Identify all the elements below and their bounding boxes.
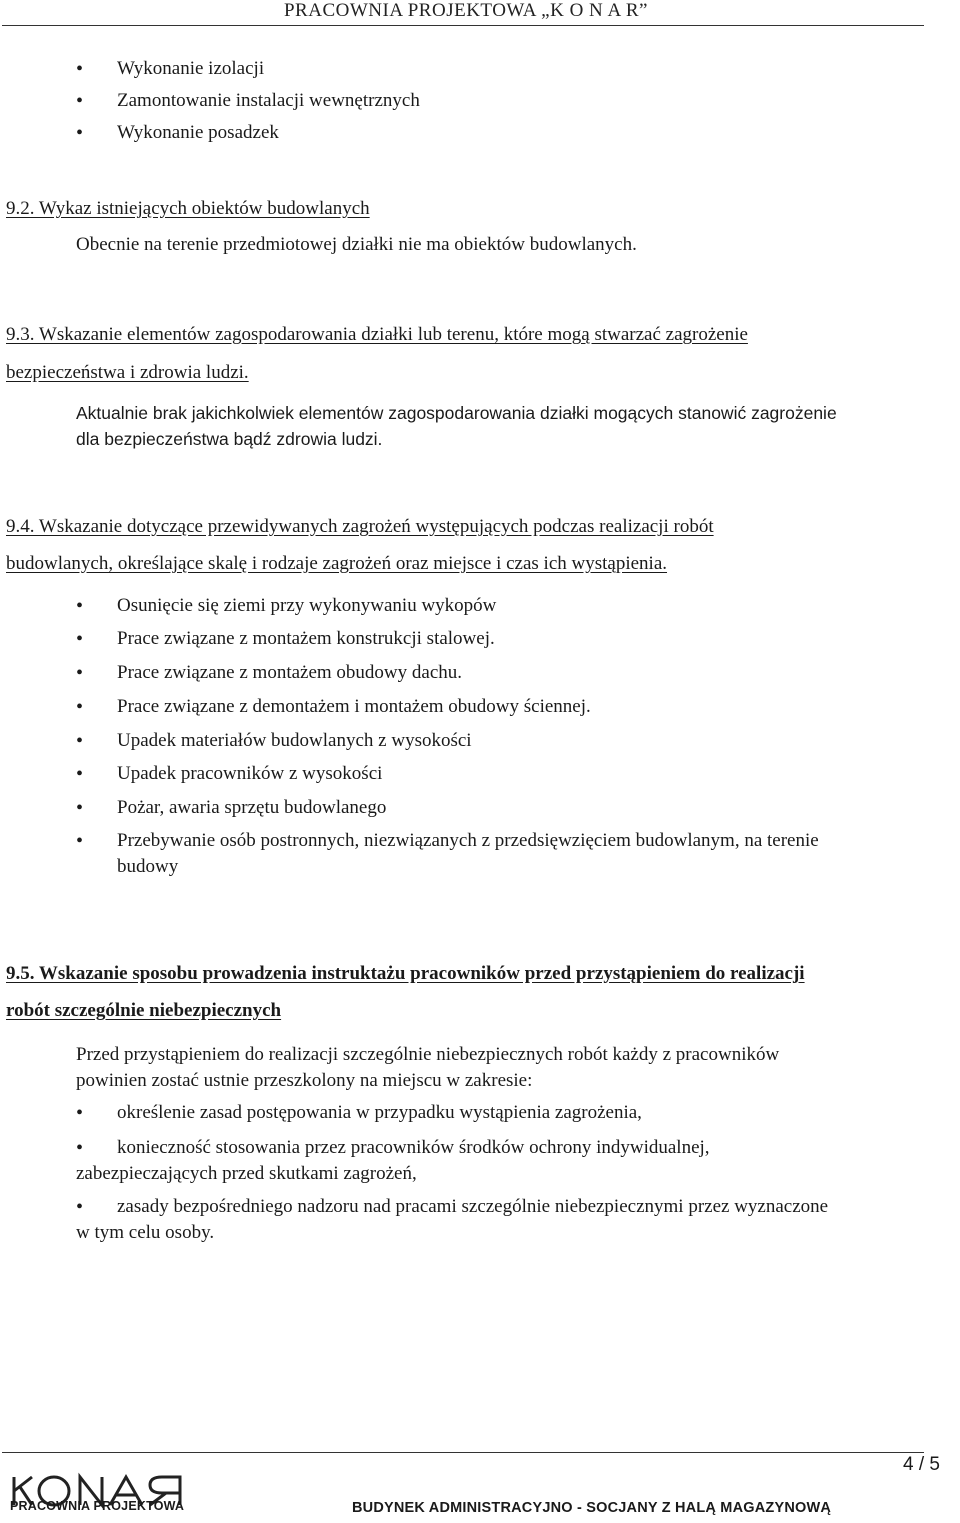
list-item-continuation: w tym celu osoby. [76,1222,215,1243]
section-9-5-heading-line1: 9.5. Wskazanie sposobu prowadzenia instruktażu pracowników przed przystąpieniem do realizacji [6,963,805,984]
section-9-3-text-line1: Aktualnie brak jakichkolwiek elementów zagospodarowania działki mogących stanowić zagrożenie [76,403,837,423]
section-9-5-heading-line2: robót szczególnie niebezpiecznych [6,1000,282,1021]
page-number: 4 / 5 [903,1454,940,1475]
section-9-3-heading-line2: bezpieczeństwa i zdrowia ludzi. [6,362,249,383]
section-9-3-text-line2: dla bezpieczeństwa bądź zdrowia ludzi. [76,429,383,449]
section-9-5-intro-line2: powinien zostać ustnie przeszkolony na miejscu w zakresie: [76,1070,533,1091]
section-9-4-heading-line2: budowlanych, określające skalę i rodzaje zagrożeń oraz miejsce i czas ich wystąpienia. [6,553,668,574]
section-9-2-heading: 9.2. Wykaz istniejących obiektów budowlanych [6,198,370,219]
header-title: PRACOWNIA PROJEKTOWA „K O N A R” [283,0,648,21]
section-9-3-heading-line1: 9.3. Wskazanie elementów zagospodarowania działki lub terenu, które mogą stwarzać zagrożenie [6,324,748,345]
logo-subtitle: PRACOWNIA PROJEKTOWA [10,1499,185,1513]
footer-title: BUDYNEK ADMINISTRACYJNO - SOCJANY Z HALĄ MAGAZYNOWĄ [352,1500,832,1516]
list-item-continuation: zabezpieczających przed skutkami zagrożeń, [76,1163,417,1184]
section-9-5-intro-line1: Przed przystąpieniem do realizacji szczególnie niebezpiecznych robót każdy z pracowników [76,1044,780,1065]
list-item-continuation: budowy [117,856,179,877]
section-9-4-heading-line1: 9.4. Wskazanie dotyczące przewidywanych zagrożeń występujących podczas realizacji robót [6,516,714,537]
section-9-2-text: Obecnie na terenie przedmiotowej działki nie ma obiektów budowlanych. [76,234,637,255]
header-rule [2,25,924,26]
footer-rule [2,1452,924,1453]
